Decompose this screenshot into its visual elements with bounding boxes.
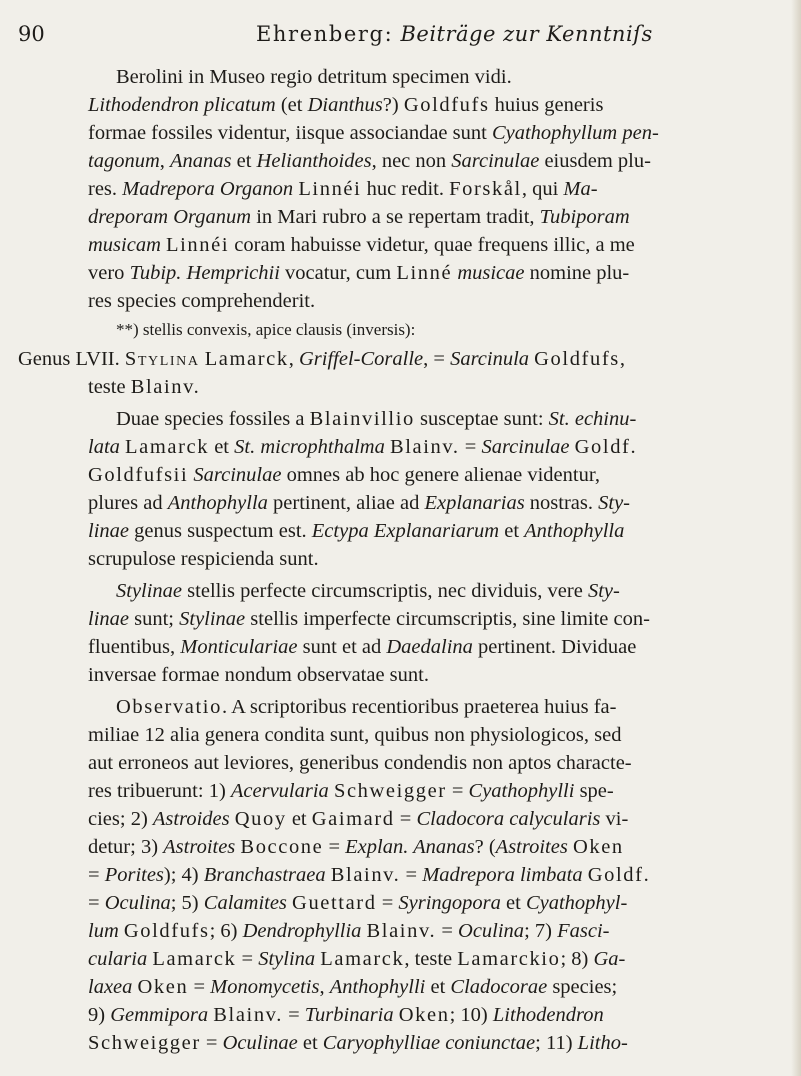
text-line: aut erroneos aut leviores, generibus condendis non aptos characte-	[88, 752, 632, 774]
text-line: res. Madrepora Organon Linnéi huc redit. Forskål, qui Ma-	[88, 178, 598, 200]
text-line: dreporam Organum in Mari rubro a se repertam tradit, Tubiporam	[88, 206, 630, 228]
text-line: res tribuerunt: 1) Acervularia Schweigger = Cyathophylli spe-	[88, 780, 614, 802]
genus-heading: Genus LVII. Stylina Lamarck, Griffel-Coralle, = Sarcinula Goldfufs,	[18, 348, 625, 370]
running-head-author: Ehrenberg:	[256, 22, 394, 46]
footnote-line: **) stellis convexis, apice clausis (inversis):	[116, 320, 416, 339]
text-line: Berolini in Museo regio detritum specimen vidi.	[116, 66, 512, 88]
text-line: 9) Gemmipora Blainv. = Turbinaria Oken; 10) Lithodendron	[88, 1004, 604, 1026]
text-line: teste Blainv.	[88, 376, 201, 398]
text-line: vero Tubip. Hemprichii vocatur, cum Linné musicae nomine plu-	[88, 262, 630, 284]
text-line: Lithodendron plicatum (et Dianthus?) Goldfufs huius generis	[88, 94, 604, 116]
text-line: lata Lamarck et St. microphthalma Blainv. = Sarcinulae Goldf.	[88, 436, 638, 458]
text-line: detur; 3) Astroites Boccone = Explan. Ananas? (Astroites Oken	[88, 836, 624, 858]
text-line: scrupulose respicienda sunt.	[88, 548, 319, 570]
text-line: = Porites); 4) Branchastraea Blainv. = Madrepora limbata Goldf.	[88, 864, 651, 886]
text-line: plures ad Anthophylla pertinent, aliae ad Explanarias nostras. Sty-	[88, 492, 630, 514]
text-line: fluentibus, Monticulariae sunt et ad Daedalina pertinent. Dividuae	[88, 636, 637, 658]
text-line: cularia Lamarck = Stylina Lamarck, teste Lamarckio; 8) Ga-	[88, 948, 626, 970]
text-line: res species comprehenderit.	[88, 290, 316, 312]
text-line: Observatio. A scriptoribus recentioribus praeterea huius fa-	[116, 696, 617, 718]
text-line: lum Goldfufs; 6) Dendrophyllia Blainv. = Oculina; 7) Fasci-	[88, 920, 610, 942]
running-head	[256, 22, 653, 46]
text-line: laxea Oken = Monomycetis, Anthophylli et Cladocorae species;	[88, 976, 618, 998]
text-line: musicam Linnéi coram habuisse videtur, quae frequens illic, a me	[88, 234, 635, 256]
text-line: cies; 2) Astroides Quoy et Gaimard = Cladocora calycularis vi-	[88, 808, 629, 830]
running-head-title: Beiträge zur Kenntniſs	[400, 22, 653, 46]
page-edge-shadow	[791, 0, 801, 1076]
text-line: inversae formae nondum observatae sunt.	[88, 664, 429, 686]
text-line: linae sunt; Stylinae stellis imperfecte circumscriptis, sine limite con-	[88, 608, 650, 630]
text-line: formae fossiles videntur, iisque associandae sunt Cyathophyllum pen-	[88, 122, 659, 144]
text-line: Duae species fossiles a Blainvillio susceptae sunt: St. echinu-	[116, 408, 637, 430]
text-line: Goldfufsii Sarcinulae omnes ab hoc genere alienae videntur,	[88, 464, 600, 486]
text-line: tagonum, Ananas et Helianthoides, nec non Sarcinulae eiusdem plu-	[88, 150, 651, 172]
text-line: Stylinae stellis perfecte circumscriptis, nec dividuis, vere Sty-	[116, 580, 620, 602]
text-line: = Oculina; 5) Calamites Guettard = Syringopora et Cyathophyl-	[88, 892, 628, 914]
page-number: 90	[18, 22, 45, 46]
page-header	[18, 22, 778, 54]
text-line: miliae 12 alia genera condita sunt, quibus non physiologicos, sed	[88, 724, 622, 746]
text-line: linae genus suspectum est. Ectypa Explanariarum et Anthophylla	[88, 520, 625, 542]
text-line: Schweigger = Oculinae et Caryophylliae coniunctae; 11) Litho-	[88, 1032, 628, 1054]
